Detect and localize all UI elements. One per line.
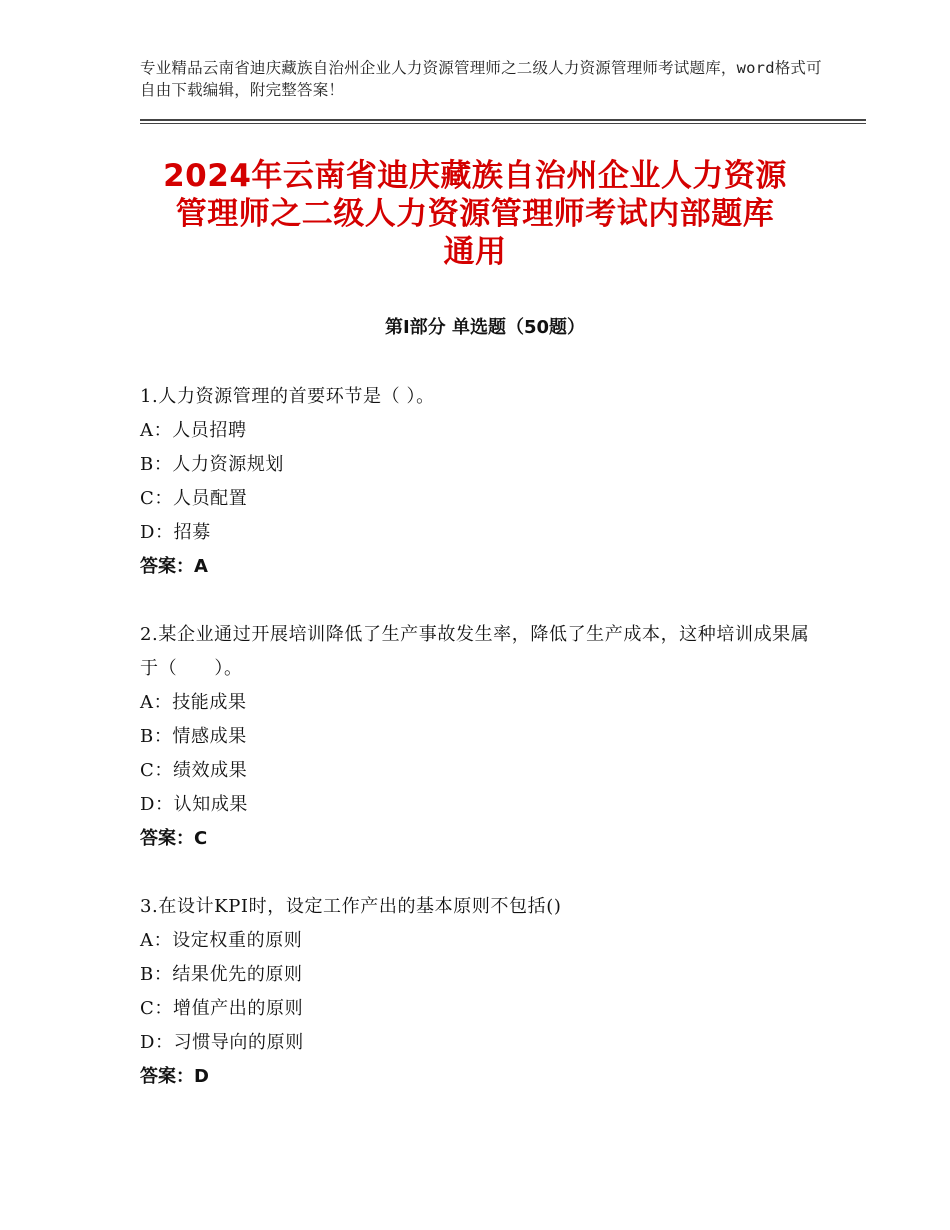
option-d: D：认知成果 [140, 794, 249, 815]
title-line: 管理师之二级人力资源管理师考试内部题库 [175, 196, 775, 232]
option-c: C：人员配置 [140, 488, 248, 509]
option-b: B：人力资源规划 [140, 454, 285, 475]
question-spacer [140, 856, 820, 890]
question-2 [140, 618, 820, 856]
answer-line: 答案：D [140, 1066, 209, 1087]
option-d: D：招募 [140, 522, 211, 543]
question-1 [140, 380, 820, 584]
option-d: D：习惯导向的原则 [140, 1032, 304, 1053]
option-a: A：技能成果 [140, 692, 247, 713]
document-title [120, 157, 830, 271]
question-list [140, 380, 820, 1094]
question-3 [140, 890, 820, 1094]
question-spacer [140, 584, 820, 618]
option-a: A：设定权重的原则 [140, 930, 303, 951]
section-title: 第Ⅰ部分 单选题（50题） [384, 317, 585, 338]
header-note: 专业精品云南省迪庆藏族自治州企业人力资源管理师之二级人力资源管理师考试题库，word格式可自由下载编辑，附完整答案！ [140, 59, 822, 99]
option-b: B：结果优先的原则 [140, 964, 303, 985]
title-line: 通用 [443, 234, 507, 270]
answer-line: 答案：C [140, 828, 208, 849]
option-a: A：人员招聘 [140, 420, 247, 441]
question-stem: 3.在设计KPI时，设定工作产出的基本原则不包括() [140, 896, 562, 917]
title-line: 2024年云南省迪庆藏族自治州企业人力资源 [163, 158, 787, 194]
question-stem: 1.人力资源管理的首要环节是（ ）。 [140, 386, 435, 407]
option-c: C：增值产出的原则 [140, 998, 304, 1019]
header-divider [140, 119, 866, 124]
answer-line: 答案：A [140, 556, 208, 577]
option-b: B：情感成果 [140, 726, 247, 747]
question-stem: 2.某企业通过开展培训降低了生产事故发生率，降低了生产成本，这种培训成果属于（ ）。 [140, 624, 810, 679]
option-c: C：绩效成果 [140, 760, 248, 781]
